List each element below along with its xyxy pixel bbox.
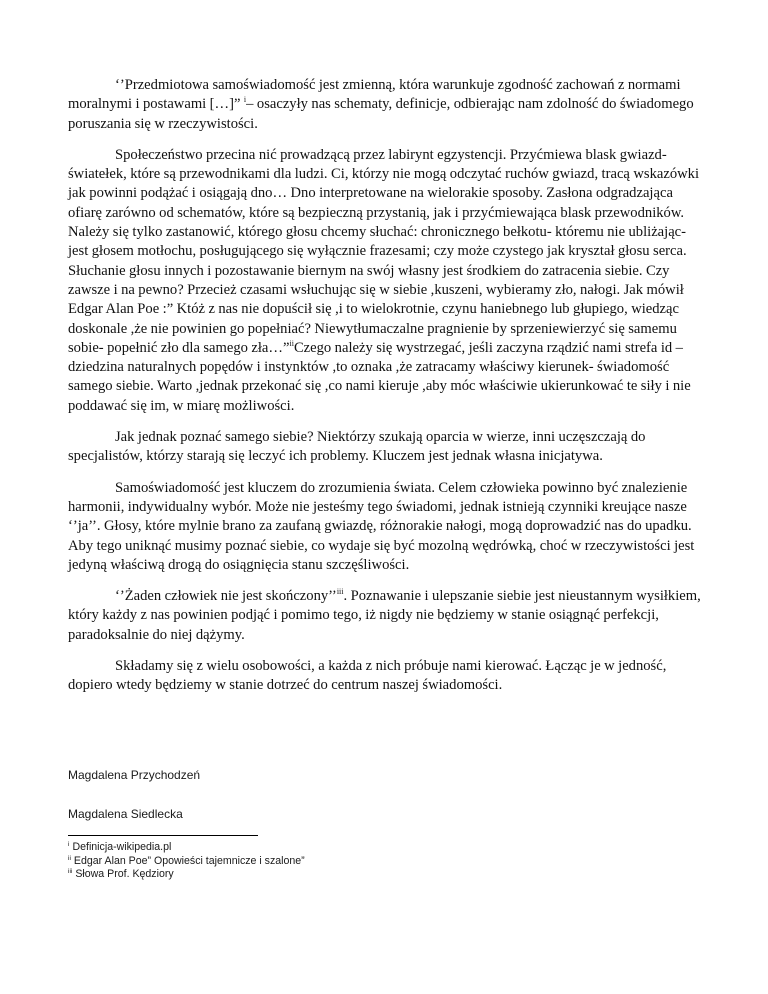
footnote-text: Słowa Prof. Kędziory [75,868,174,881]
author-name-2: Magdalena Siedlecka [68,807,183,821]
paragraph-2 [68,146,702,416]
footnote-3 [68,868,305,882]
paragraph-text: Jak jednak poznać samego siebie? Niektórzy szukają oparcia w wierze, inni uczęszczają do specjalistów, którzy starają się leczyć ich problemy. Kluczem jest jednak własna inicjatywa. [68,429,646,465]
footnote-mark: iii [68,868,73,876]
footnote-2 [68,855,305,869]
footnote-text: Edgar Alan Poe” Opowieści tajemnicze i szalone” [73,854,305,867]
paragraph-text: . Poznawanie i ulepszanie siebie jest nieustannym wysiłkiem, który każdy z nas powinien podjąć i pomimo tego, iż nigdy nie będziemy w stanie osiągnąć perfekcji, paradoksalnie do niej dążymy. [68,588,701,643]
author-name-1: Magdalena Przychodzeń [68,768,201,782]
paragraph-5 [68,587,702,645]
authors-block [68,766,200,824]
paragraph-text: ‘’Żaden człowiek nie jest skończony’’ [115,588,337,605]
paragraph-text: ‘’Przedmiotowa samoświadomość jest zmienną, która warunkuje zgodność zachowań z normami moralnymi i postawami […]” [68,77,681,113]
footnotes-block [68,841,305,882]
footnote-reference: iii [336,587,344,597]
footnote-text: Definicja-wikipedia.pl [72,841,172,853]
footnote-mark: i [68,841,70,848]
essay-body [68,76,702,708]
paragraph-text: Społeczeństwo przecina nić prowadzącą przez labirynt egzystencji. Przyćmiewa blask gwiazd- światełek, które są przewodnikami dla ludzi. Ci, którzy nie mogą odczytać ruchów gwiazd, tracą wskazówki jak powinni podążać i osiągają dno… Dno interpretowane na wielorakie sposoby. Zasłona odgradzająca ofiarę zarówno od schematów, które są bezpieczną przystanią, jak i przyćmiewająca blask przewodników. Należy się tylko zastanowić, którego głosu chcemy słuchać: chronicznego bełkotu- któremu nie ubliżając- jest głosem motłochu, posługującego się wyłącznie frazesami; czy może czystego jak kryształ głosu serca. Słuchanie głosu innych i pozostawanie biernym na swój własny jest środkiem do zatracenia siebie. Czy zawsze i na pewno? Przecież czasami wsłuchując się w siebie ,kuszeni, wybieramy zło, nałogi. Jak mówił Edgar Alan Poe :” Któż z nas nie dopuścił się ,i to wielokrotnie, czynu haniebnego lub głupiego, wiedząc doskonale ,że nie powinien go popełniać? Niewytłumaczalne pragnienie by sprzeniewierzyć się samemu sobie- popełnić zło dla samego zła…” [68,146,700,356]
footnote-separator [68,835,258,836]
paragraph-text: Samoświadomość jest kluczem do zrozumienia świata. Celem człowieka powinno być znalezienie harmonii, indywidualny wybór. Może nie jesteśmy tego świadomi, jednak istnieją czynniki kreujące nasze ‘’ja’’. Głosy, które mylnie brano za zaufaną gwiazdę, różnorakie nałogi, mogą doprowadzić nas do upadku. Aby tego uniknąć musimy poznać siebie, co wydaje się być mozolną wędrówką, choć w rzeczywistości jest jedyną właściwą drogą do osiągnięcia stanu szczęśliwości. [68,479,695,573]
paragraph-text: – osaczyły nas schematy, definicje, odbierając nam zdolność do świadomego poruszania się w rzeczywistości. [68,96,694,132]
paragraph-4 [68,479,702,575]
paragraph-1 [68,76,702,134]
paragraph-3 [68,428,702,467]
footnote-1 [68,841,305,855]
footnote-reference: ii [289,338,294,348]
footnote-reference: i [243,95,247,105]
paragraph-text: Czego należy się wystrzegać, jeśli zaczyna rządzić nami strefa id – dziedzina naturalnych popędów i instynktów ,to oznaka ,że zatracamy właściwy kierunek- świadomość samego siebie. Warto ,jednak przekonać się ,co nami kieruje ,aby móc właściwie ukierunkować te siły i nie poddawać się im, w miarę możliwości. [68,339,691,414]
paragraph-text: Składamy się z wielu osobowości, a każda z nich próbuje nami kierować. Łącząc je w jedność, dopiero wtedy będziemy w stanie dotrzeć do centrum naszej świadomości. [68,658,667,694]
paragraph-6 [68,657,702,696]
footnote-mark: ii [68,854,71,862]
